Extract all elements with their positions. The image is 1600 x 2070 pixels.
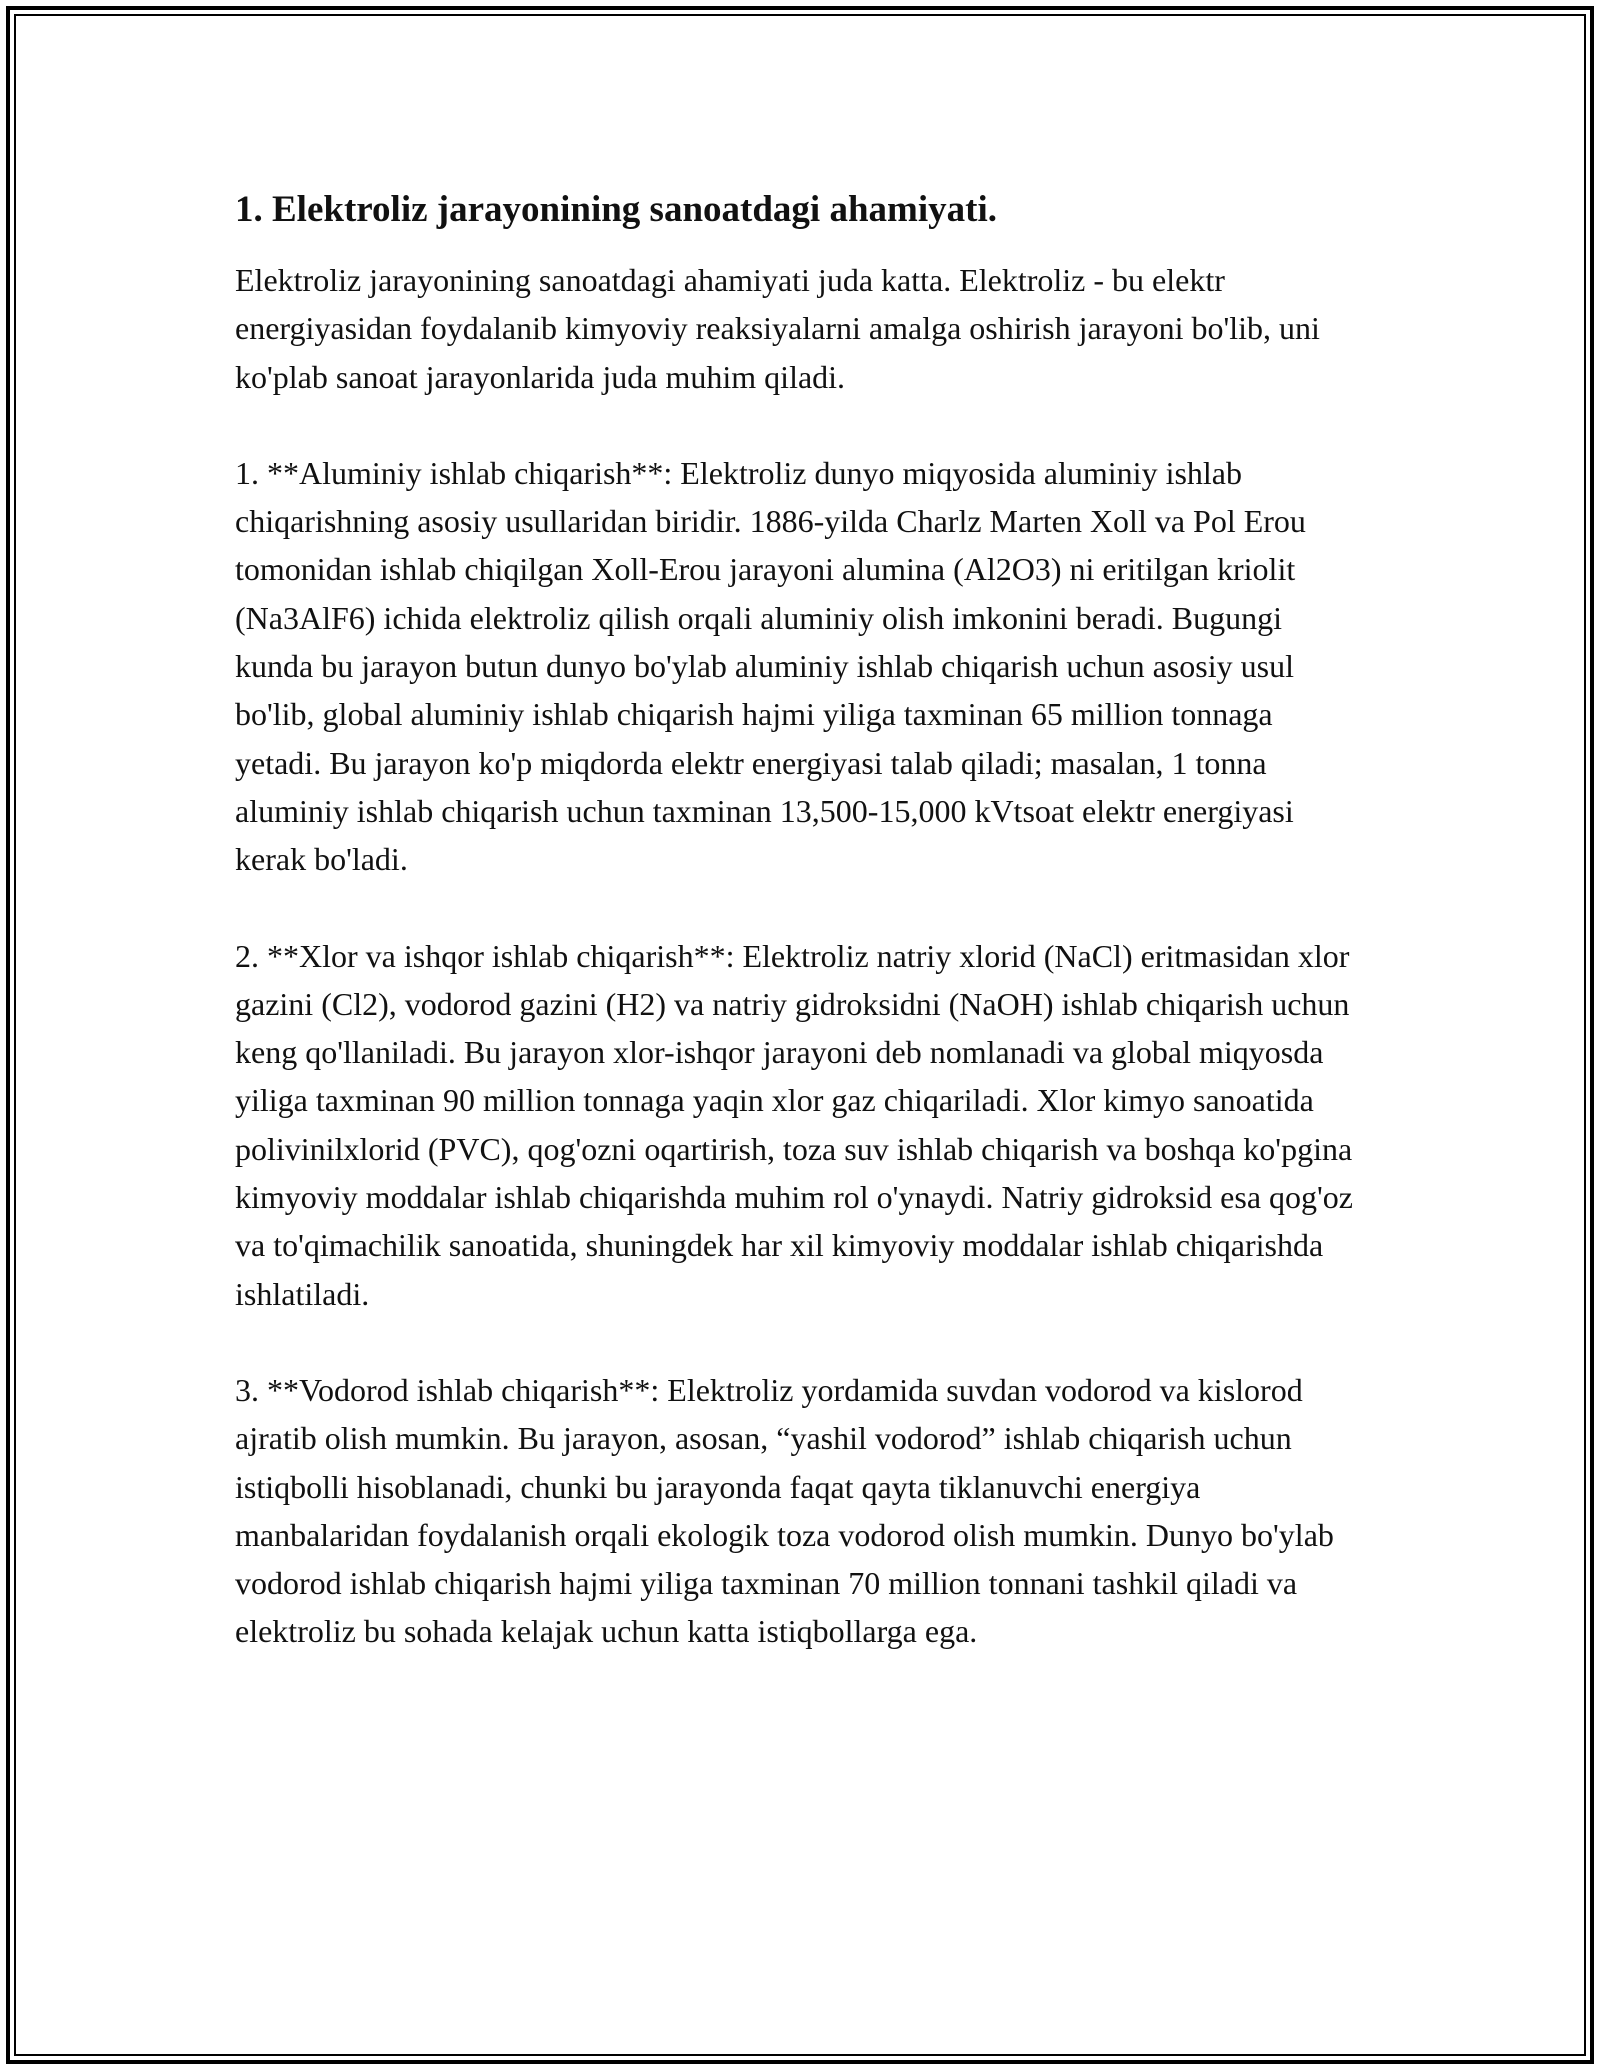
document-body <box>235 186 1365 1704</box>
intro-paragraph: Elektroliz jarayonining sanoatdagi ahamiyati juda katta. Elektroliz - bu elektr energiyasidan foydalanib kimyoviy reaksiyalarni amalga oshirish jarayoni bo'lib, uni ko'plab sanoat jarayonlarida juda muhim qiladi. <box>235 262 1320 395</box>
section-aluminiy-paragraph: 1. **Aluminiy ishlab chiqarish**: Elektroliz dunyo miqyosida aluminiy ishlab chiqarishning asosiy usullaridan biridir. 1886-yilda Charlz Marten Xoll va Pol Erou tomonidan ishlab chiqilgan Xoll-Erou jarayoni alumina (Al2O3) ni eritilgan kriolit (Na3AlF6) ichida elektroliz qilish orqali aluminiy olish imkonini beradi. Bugungi kunda bu jarayon butun dunyo bo'ylab aluminiy ishlab chiqarish uchun asosiy usul bo'lib, global aluminiy ishlab chiqarish hajmi yiliga taxminan 65 million tonnaga yetadi. Bu jarayon ko'p miqdorda elektr energiyasi talab qiladi; masalan, 1 tonna aluminiy ishlab chiqarish uchun taxminan 13,500-15,000 kVtsoat elektr energiyasi kerak bo'ladi. <box>235 454 1306 878</box>
section-vodorod-paragraph: 3. **Vodorod ishlab chiqarish**: Elektroliz yordamida suvdan vodorod va kislorod ajratib olish mumkin. Bu jarayon, asosan, “yashil vodorod” ishlab chiqarish uchun istiqbolli hisoblanadi, chunki bu jarayonda faqat qayta tiklanuvchi energiya manbalaridan foydalanish orqali ekologik toza vodorod olish mumkin. Dunyo bo'ylab vodorod ishlab chiqarish hajmi yiliga taxminan 70 million tonnani tashkil qiladi va elektroliz bu sohada kelajak uchun katta istiqbollarga ega. <box>235 1371 1334 1650</box>
document-title: 1. Elektroliz jarayonining sanoatdagi ahamiyati. <box>235 189 997 230</box>
section-xlor-paragraph: 2. **Xlor va ishqor ishlab chiqarish**: Elektroliz natriy xlorid (NaCl) eritmasidan xlor gazini (Cl2), vodorod gazini (H2) va natriy gidroksidni (NaOH) ishlab chiqarish uchun keng qo'llaniladi. Bu jarayon xlor-ishqor jarayoni deb nomlanadi va global miqyosda yiliga taxminan 90 million tonnaga yaqin xlor gaz chiqariladi. Xlor kimyo sanoatida polivinilxlorid (PVC), qog'ozni oqartirish, toza suv ishlab chiqarish va boshqa ko'pgina kimyoviy moddalar ishlab chiqarishda muhim rol o'ynaydi. Natriy gidroksid esa qog'oz va to'qimachilik sanoatida, shuningdek har xil kimyoviy moddalar ishlab chiqarishda ishlatiladi. <box>235 937 1353 1312</box>
